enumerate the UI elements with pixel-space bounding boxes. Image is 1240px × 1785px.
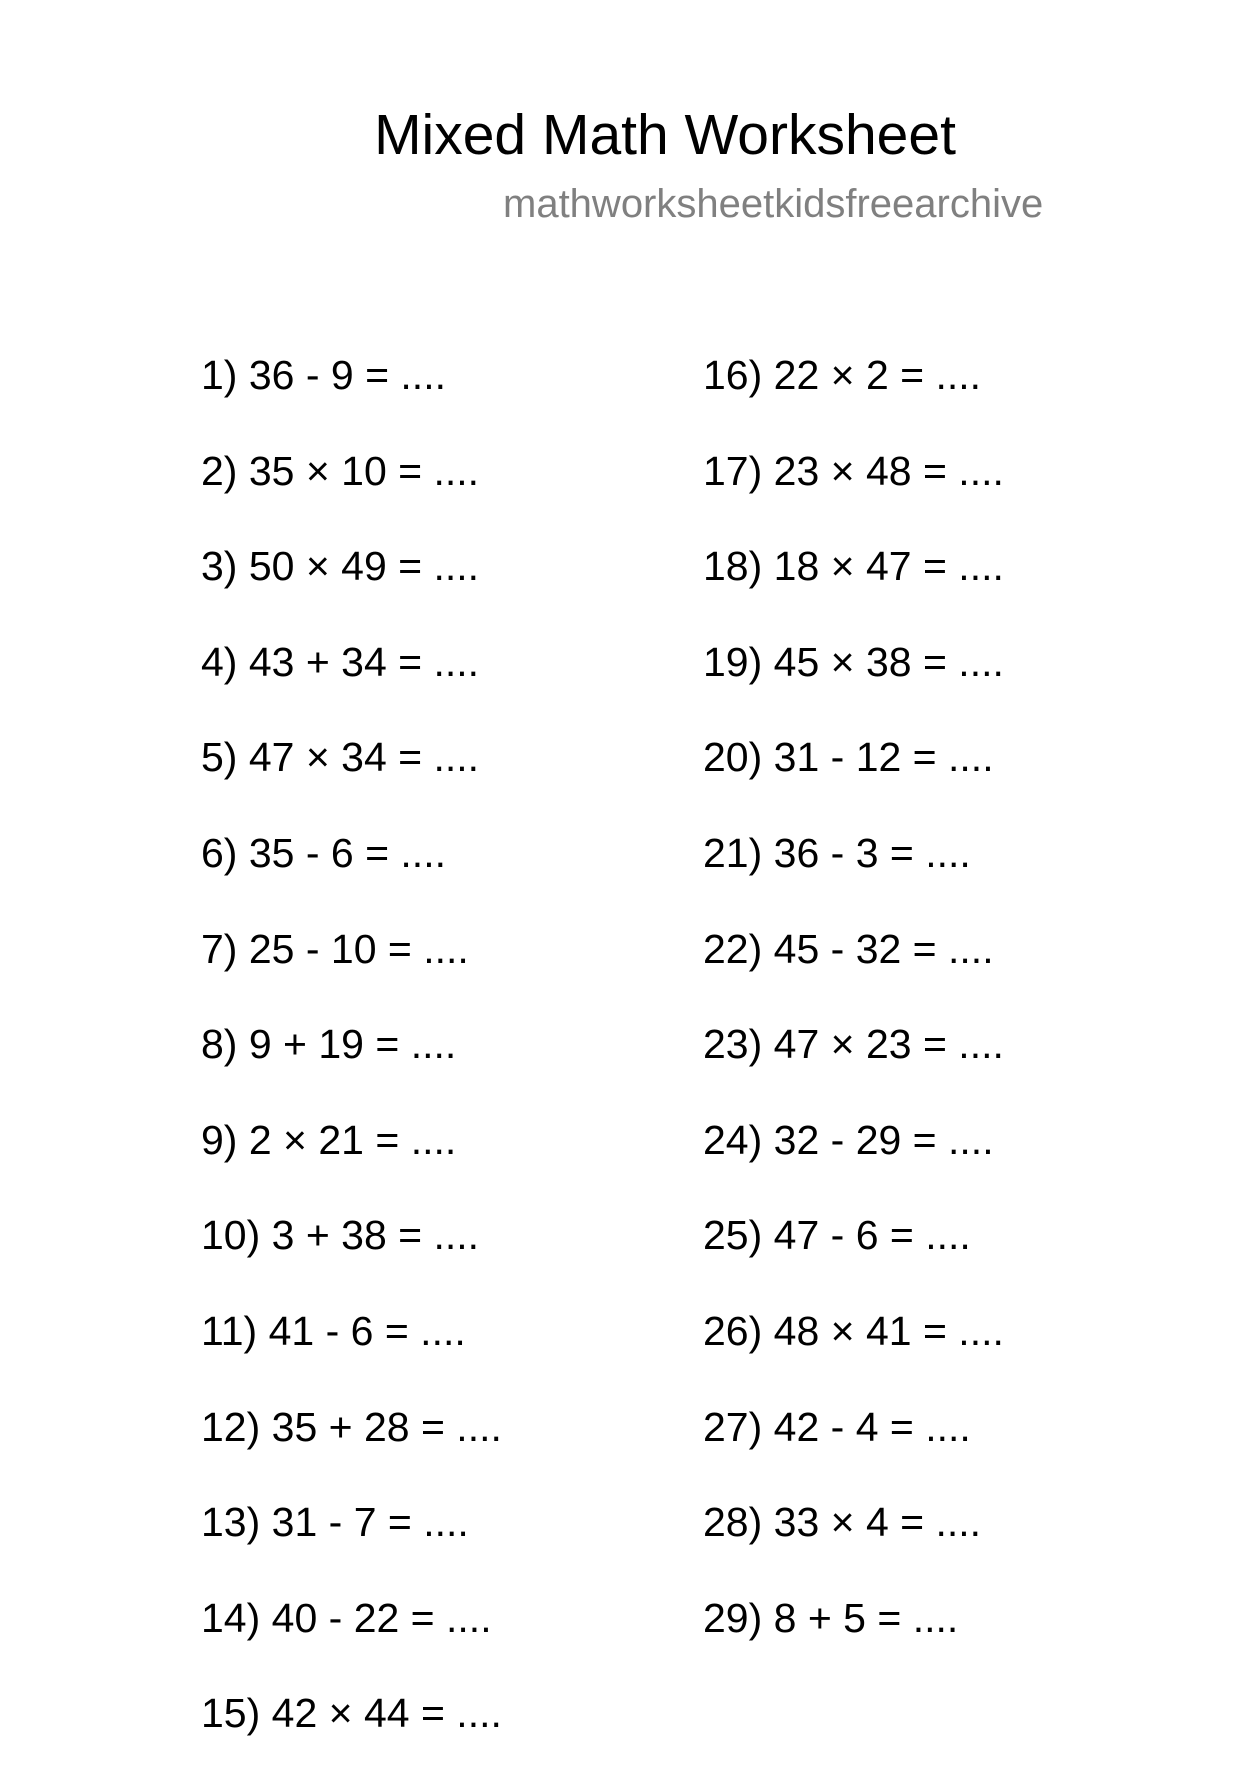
problem-25: 25) 47 - 6 = ....: [703, 1212, 971, 1259]
page-title: Mixed Math Worksheet: [374, 103, 956, 167]
problem-5: 5) 47 × 34 = ....: [201, 734, 480, 781]
problem-14: 14) 40 - 22 = ....: [201, 1594, 492, 1641]
problem-19: 19) 45 × 38 = ....: [703, 638, 1004, 685]
problem-21: 21) 36 - 3 = ....: [703, 829, 971, 876]
problem-13: 13) 31 - 7 = ....: [201, 1499, 469, 1546]
problem-4: 4) 43 + 34 = ....: [201, 638, 480, 685]
problem-29: 29) 8 + 5 = ....: [703, 1594, 959, 1641]
problem-22: 22) 45 - 32 = ....: [703, 925, 994, 972]
problem-16: 16) 22 × 2 = ....: [703, 352, 982, 398]
watermark-subtitle: mathworksheetkidsfreearchive: [503, 182, 1044, 226]
problem-2: 2) 35 × 10 = ....: [201, 447, 480, 494]
problem-8: 8) 9 + 19 = ....: [201, 1021, 457, 1068]
problems-right-column: [703, 351, 1004, 1689]
problem-3: 3) 50 × 49 = ....: [201, 543, 480, 590]
problem-1: 1) 36 - 9 = ....: [201, 352, 446, 398]
problem-12: 12) 35 + 28 = ....: [201, 1403, 502, 1450]
problem-24: 24) 32 - 29 = ....: [703, 1116, 994, 1163]
problem-7: 7) 25 - 10 = ....: [201, 925, 469, 972]
problem-20: 20) 31 - 12 = ....: [703, 734, 994, 781]
problem-10: 10) 3 + 38 = ....: [201, 1212, 480, 1259]
problem-26: 26) 48 × 41 = ....: [703, 1307, 1004, 1354]
problem-15: 15) 42 × 44 = ....: [201, 1690, 502, 1737]
problem-27: 27) 42 - 4 = ....: [703, 1403, 971, 1450]
problem-11: 11) 41 - 6 = ....: [201, 1307, 466, 1354]
problem-23: 23) 47 × 23 = ....: [703, 1021, 1004, 1068]
problem-17: 17) 23 × 48 = ....: [703, 447, 1004, 494]
problem-18: 18) 18 × 47 = ....: [703, 543, 1004, 590]
problem-6: 6) 35 - 6 = ....: [201, 829, 446, 876]
problem-28: 28) 33 × 4 = ....: [703, 1499, 982, 1546]
problem-9: 9) 2 × 21 = ....: [201, 1116, 457, 1163]
problems-left-column: [201, 351, 502, 1785]
